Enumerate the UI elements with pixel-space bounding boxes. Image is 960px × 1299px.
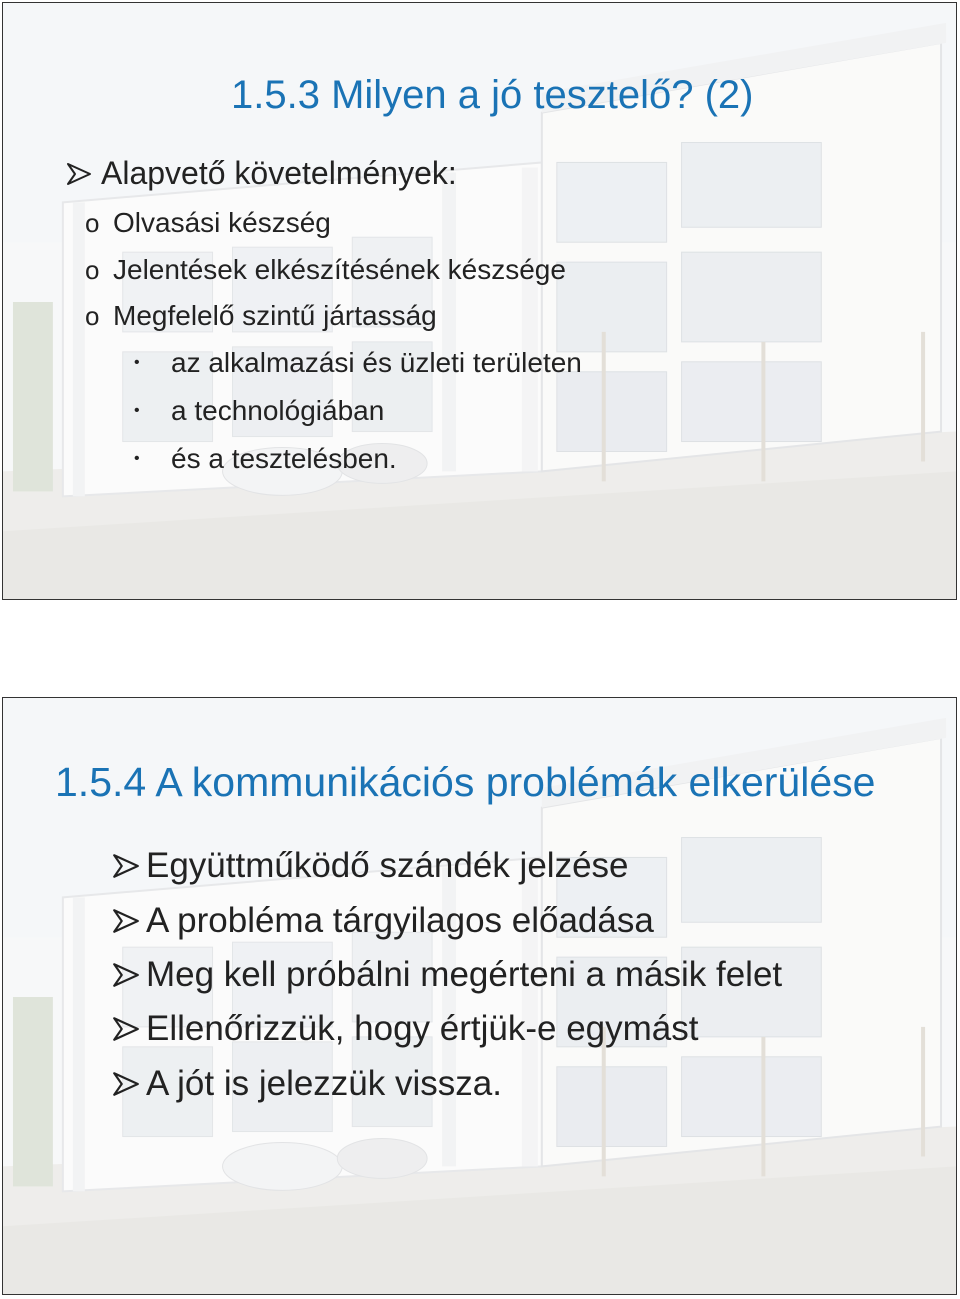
list-item-text: Ellenőrizzük, hogy értjük-e egymást [146, 1009, 699, 1048]
list-item [85, 254, 566, 286]
list-item-text: Meg kell próbálni megérteni a másik felet [146, 955, 783, 994]
list-item-text: Jelentések elkészítésének készsége [113, 254, 566, 285]
list-item [134, 443, 397, 475]
list-item [111, 901, 654, 941]
slide-1 [2, 2, 957, 600]
list-item [111, 1009, 698, 1049]
arrow-bullet-icon [111, 1015, 141, 1043]
list-item [134, 347, 582, 379]
dot-bullet-icon: • [134, 354, 140, 371]
circle-bullet-icon: o [85, 254, 100, 285]
list-item-text: a technológiában [171, 395, 385, 426]
dot-bullet-icon: • [134, 402, 140, 419]
list-item [111, 1064, 502, 1104]
list-item-text: az alkalmazási és üzleti területen [171, 347, 582, 378]
list-item [85, 207, 331, 239]
list-item-text: A jót is jelezzük vissza. [146, 1064, 502, 1103]
arrow-bullet-icon [111, 961, 141, 989]
arrow-bullet-icon [65, 162, 93, 186]
slide-1-title: 1.5.3 Milyen a jó tesztelő? (2) [231, 73, 754, 117]
circle-bullet-icon: o [85, 207, 100, 238]
list-item-text: és a tesztelésben. [171, 443, 397, 474]
arrow-bullet-icon [111, 852, 141, 880]
list-item-text: Olvasási készség [113, 207, 331, 238]
list-item [85, 300, 437, 332]
dot-bullet-icon: • [134, 450, 140, 467]
slide-2-title: 1.5.4 A kommunikációs problémák elkerülése [55, 759, 876, 805]
list-item-text: Együttműködő szándék jelzése [146, 846, 629, 885]
list-item [111, 955, 782, 995]
list-item [111, 846, 629, 886]
requirements-heading [65, 155, 457, 192]
list-item [134, 395, 384, 427]
list-item-text: A probléma tárgyilagos előadása [146, 901, 654, 940]
arrow-bullet-icon [111, 907, 141, 935]
circle-bullet-icon: o [85, 300, 100, 331]
slide-2 [2, 697, 957, 1295]
list-item-text: Megfelelő szintű jártasság [113, 300, 437, 331]
heading-text: Alapvető követelmények: [101, 155, 457, 191]
arrow-bullet-icon [111, 1070, 141, 1098]
